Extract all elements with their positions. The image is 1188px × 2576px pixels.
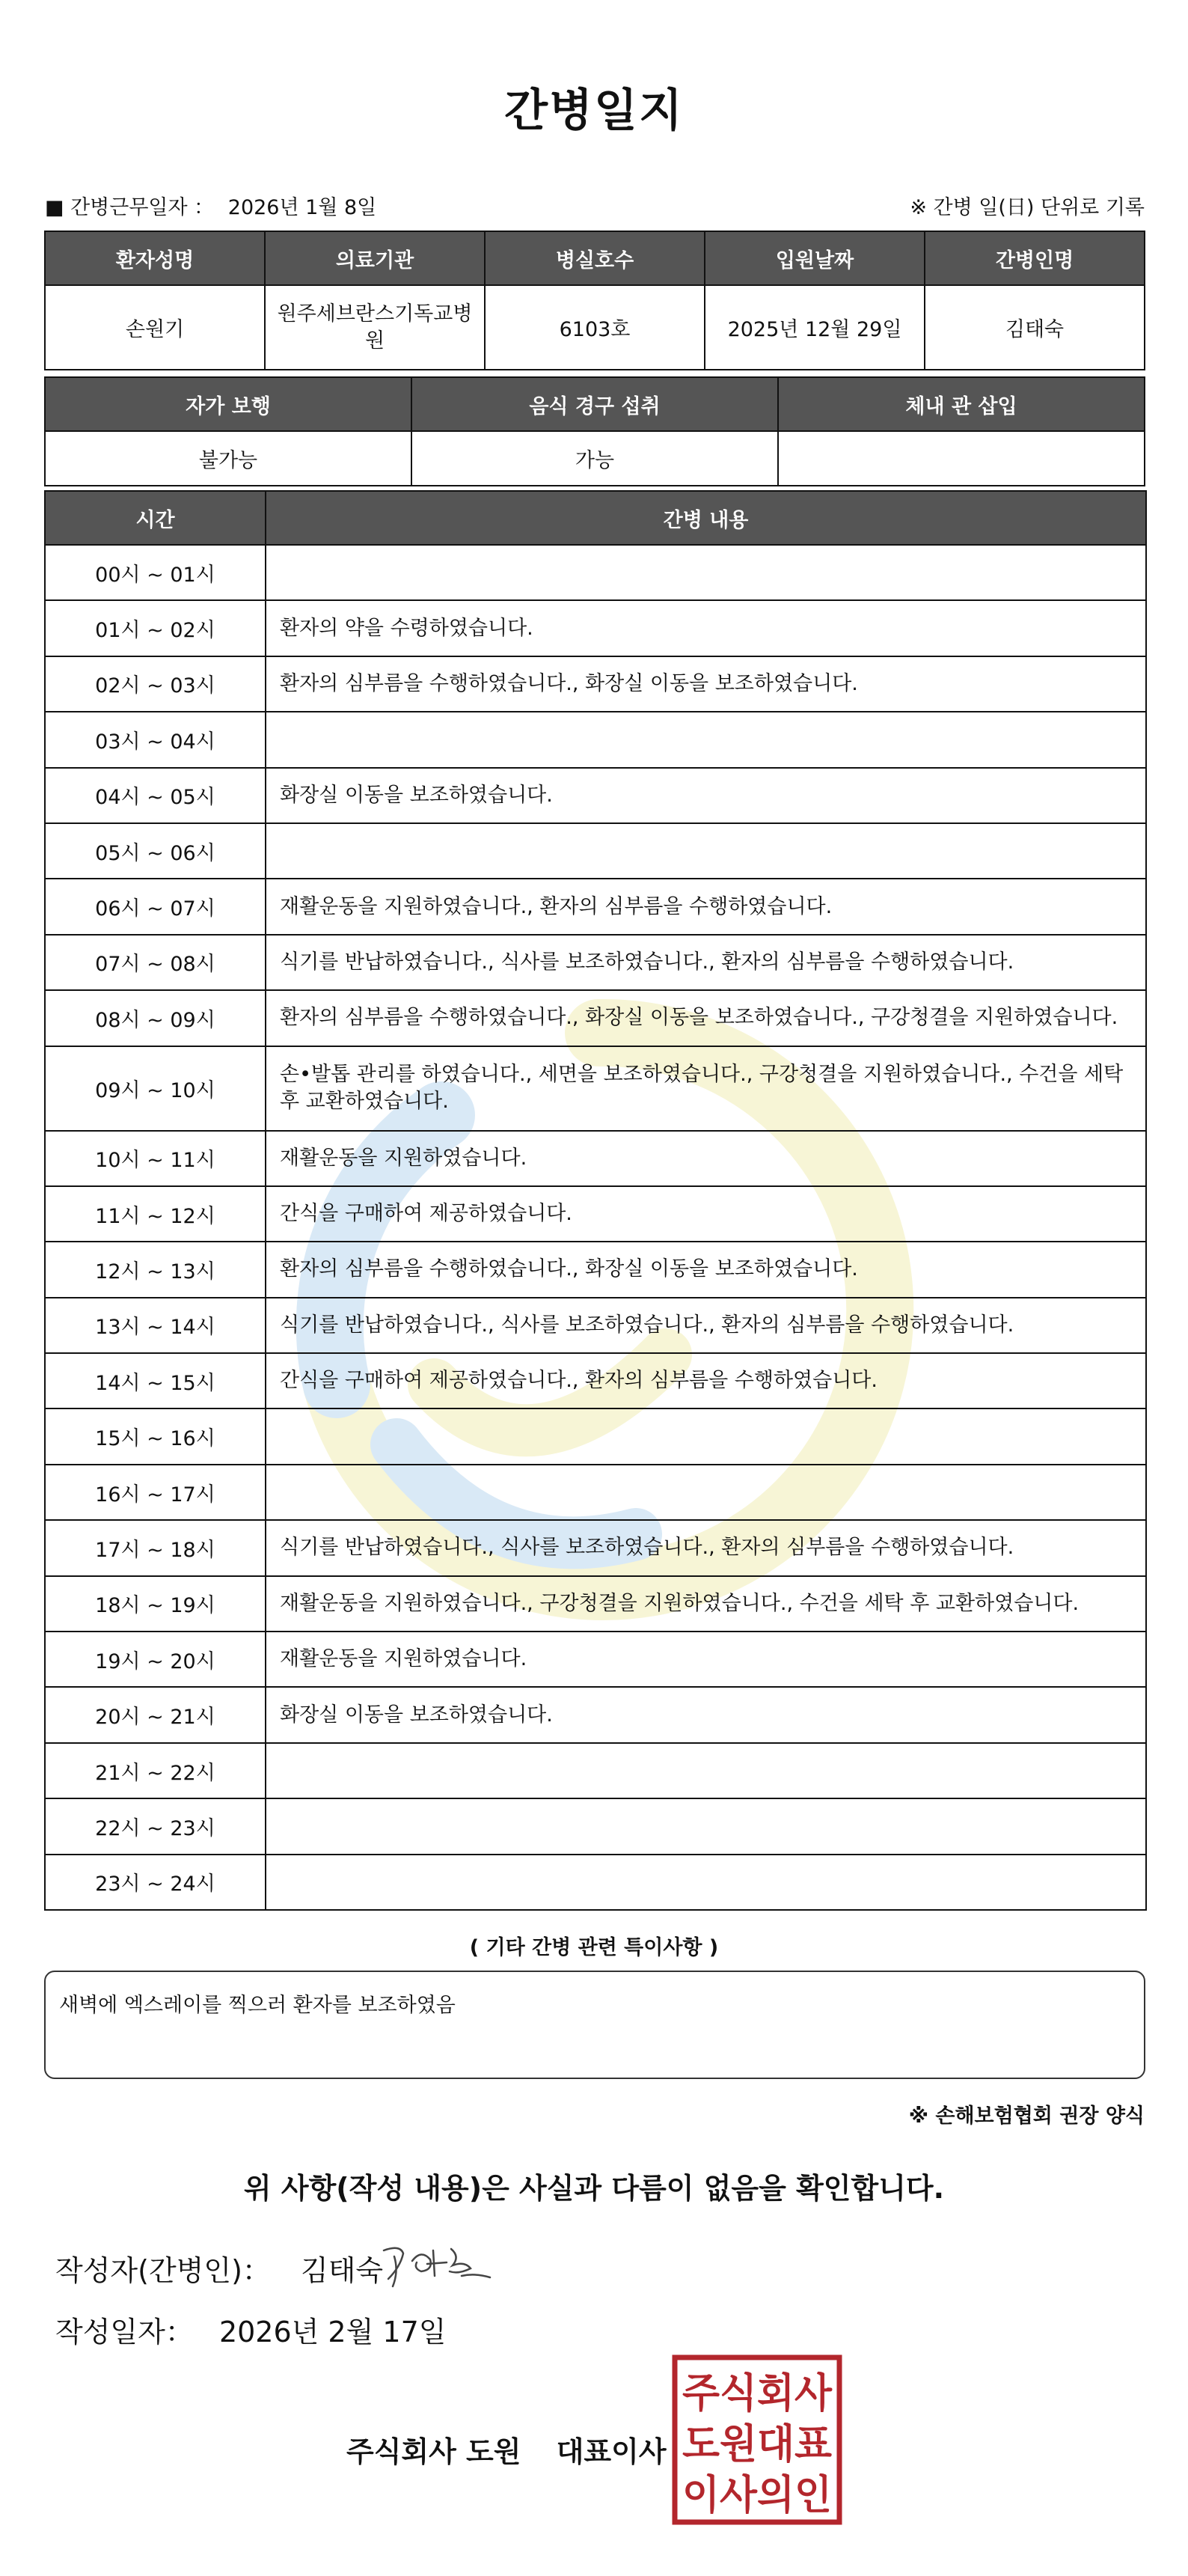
handwritten-signature-icon bbox=[378, 2234, 497, 2294]
company-name: 주식회사 도원 bbox=[346, 2435, 521, 2468]
log-time-cell: 17시 ~ 18시 bbox=[45, 1520, 266, 1575]
caregiver-name: 김태숙 bbox=[925, 285, 1145, 370]
log-time-cell: 23시 ~ 24시 bbox=[45, 1855, 266, 1910]
log-time-cell: 14시 ~ 15시 bbox=[45, 1353, 266, 1408]
company-seal-icon bbox=[672, 2354, 842, 2525]
table-row bbox=[45, 1298, 1146, 1353]
oral-intake-status: 가능 bbox=[411, 431, 778, 486]
table-row bbox=[45, 823, 1146, 879]
patient-name: 손원기 bbox=[45, 285, 265, 370]
log-time-cell: 09시 ~ 10시 bbox=[45, 1046, 266, 1131]
header-oral-intake: 음식 경구 섭취 bbox=[411, 377, 778, 431]
table-row bbox=[45, 1186, 1146, 1242]
header-tube-insertion: 체내 관 삽입 bbox=[778, 377, 1145, 431]
hospital-name: 원주세브란스기독교병원 bbox=[265, 285, 485, 370]
table-row bbox=[45, 656, 1146, 712]
table-row bbox=[45, 712, 1146, 767]
log-content-cell bbox=[266, 712, 1146, 767]
log-time-cell: 19시 ~ 20시 bbox=[45, 1632, 266, 1687]
table-row bbox=[45, 1798, 1146, 1854]
table-row bbox=[45, 1687, 1146, 1742]
work-date-label: ■ 간병근무일자 ： bbox=[45, 196, 215, 219]
table-row bbox=[45, 990, 1146, 1046]
write-date-line bbox=[55, 2309, 446, 2350]
log-content-cell: 식기를 반납하였습니다., 식사를 보조하였습니다., 환자의 심부름을 수행하였습니다. bbox=[266, 1520, 1146, 1575]
log-content-cell: 식기를 반납하였습니다., 식사를 보조하였습니다., 환자의 심부름을 수행하였습니다. bbox=[266, 1298, 1146, 1353]
hourly-care-log-table bbox=[44, 490, 1147, 1911]
table-row bbox=[45, 879, 1146, 934]
log-time-cell: 07시 ~ 08시 bbox=[45, 935, 266, 990]
log-header-row bbox=[45, 491, 1146, 545]
log-content-cell bbox=[266, 1743, 1146, 1798]
table-row bbox=[45, 1046, 1146, 1131]
log-time-cell: 02시 ~ 03시 bbox=[45, 656, 266, 712]
log-time-cell: 13시 ~ 14시 bbox=[45, 1298, 266, 1353]
log-time-cell: 01시 ~ 02시 bbox=[45, 600, 266, 656]
log-content-cell: 재활운동을 지원하였습니다., 구강청결을 지원하였습니다., 수건을 세탁 후 교환하였습니다. bbox=[266, 1576, 1146, 1632]
special-notes-box bbox=[44, 1971, 1145, 2079]
table-row bbox=[45, 600, 1146, 656]
tube-insertion-status bbox=[778, 431, 1145, 486]
write-date-label: 작성일자： bbox=[55, 2316, 194, 2348]
log-time-cell: 06시 ~ 07시 bbox=[45, 879, 266, 934]
table-row bbox=[45, 1576, 1146, 1632]
log-content-cell: 식기를 반납하였습니다., 식사를 보조하였습니다., 환자의 심부름을 수행하였습니다. bbox=[266, 935, 1146, 990]
table-row bbox=[45, 1242, 1146, 1297]
representative-title: 대표이사 bbox=[556, 2435, 667, 2468]
table-row bbox=[45, 1131, 1146, 1186]
page-title: 간병일지 bbox=[504, 85, 684, 137]
log-content-cell bbox=[266, 1855, 1146, 1910]
table-row bbox=[45, 1408, 1146, 1464]
special-notes-text: 새벽에 엑스레이를 찍으러 환자를 보조하였음 bbox=[59, 1994, 456, 2017]
log-content-cell: 환자의 심부름을 수행하였습니다., 화장실 이동을 보조하였습니다. bbox=[266, 1242, 1146, 1297]
log-content-cell: 화장실 이동을 보조하였습니다. bbox=[266, 1687, 1146, 1742]
log-time-cell: 03시 ~ 04시 bbox=[45, 712, 266, 767]
table-row bbox=[45, 935, 1146, 990]
table-row bbox=[45, 1743, 1146, 1798]
log-content-cell bbox=[266, 545, 1146, 600]
log-content-cell bbox=[266, 1798, 1146, 1854]
table-row bbox=[45, 545, 1146, 600]
log-time-cell: 21시 ~ 22시 bbox=[45, 1743, 266, 1798]
company-line bbox=[346, 2429, 667, 2470]
log-content-cell: 환자의 심부름을 수행하였습니다., 화장실 이동을 보조하였습니다. bbox=[266, 656, 1146, 712]
walking-status: 불가능 bbox=[45, 431, 411, 486]
status-header-row bbox=[45, 377, 1145, 431]
log-time-cell: 00시 ~ 01시 bbox=[45, 545, 266, 600]
patient-status-table bbox=[44, 376, 1145, 486]
log-content-cell: 재활운동을 지원하였습니다. bbox=[266, 1632, 1146, 1687]
log-content-cell: 간식을 구매하여 제공하였습니다. bbox=[266, 1186, 1146, 1242]
log-time-cell: 18시 ~ 19시 bbox=[45, 1576, 266, 1632]
admission-date: 2025년 12월 29일 bbox=[705, 285, 925, 370]
patient-info-table bbox=[44, 231, 1145, 370]
log-content-cell: 손•발톱 관리를 하였습니다., 세면을 보조하였습니다., 구강청결을 지원하였습니다., 수건을 세탁 후 교환하였습니다. bbox=[266, 1046, 1146, 1131]
log-content-cell bbox=[266, 1408, 1146, 1464]
info-header-row bbox=[45, 231, 1145, 285]
svg-text:주식회사: 주식회사 bbox=[682, 2369, 833, 2417]
log-time-cell: 11시 ~ 12시 bbox=[45, 1186, 266, 1242]
table-row bbox=[45, 768, 1146, 823]
header-admission-date: 입원날짜 bbox=[705, 231, 925, 285]
work-date-value: 2026년 1월 8일 bbox=[227, 196, 377, 219]
log-content-cell: 환자의 약을 수령하였습니다. bbox=[266, 600, 1146, 656]
log-time-cell: 12시 ~ 13시 bbox=[45, 1242, 266, 1297]
log-content-cell: 화장실 이동을 보조하였습니다. bbox=[266, 768, 1146, 823]
table-row bbox=[45, 1520, 1146, 1575]
log-time-cell: 16시 ~ 17시 bbox=[45, 1465, 266, 1520]
svg-text:이사의인: 이사의인 bbox=[682, 2471, 832, 2518]
form-recommendation-note: ※ 손해보험협회 권장 양식 bbox=[908, 2105, 1145, 2128]
header-hospital: 의료기관 bbox=[265, 231, 485, 285]
log-time-cell: 22시 ~ 23시 bbox=[45, 1798, 266, 1854]
status-value-row bbox=[45, 431, 1145, 486]
log-content-cell bbox=[266, 823, 1146, 879]
log-time-cell: 04시 ~ 05시 bbox=[45, 768, 266, 823]
log-time-cell: 20시 ~ 21시 bbox=[45, 1687, 266, 1742]
header-care-content: 간병 내용 bbox=[266, 491, 1146, 545]
writer-label: 작성자(간병인)： bbox=[55, 2254, 271, 2287]
header-walking: 자가 보행 bbox=[45, 377, 411, 431]
log-time-cell: 10시 ~ 11시 bbox=[45, 1131, 266, 1186]
writer-name: 김태숙 bbox=[301, 2254, 384, 2287]
log-content-cell: 재활운동을 지원하였습니다., 환자의 심부름을 수행하였습니다. bbox=[266, 879, 1146, 934]
confirmation-statement: 위 사항(작성 내용)은 사실과 다름이 없음을 확인합니다. bbox=[243, 2172, 945, 2205]
header-time: 시간 bbox=[45, 491, 266, 545]
log-content-cell: 재활운동을 지원하였습니다. bbox=[266, 1131, 1146, 1186]
write-date-value: 2026년 2월 17일 bbox=[218, 2316, 447, 2348]
log-time-cell: 05시 ~ 06시 bbox=[45, 823, 266, 879]
log-content-cell: 환자의 심부름을 수행하였습니다., 화장실 이동을 보조하였습니다., 구강청결을 지원하였습니다. bbox=[266, 990, 1146, 1046]
table-row bbox=[45, 1353, 1146, 1408]
log-time-cell: 15시 ~ 16시 bbox=[45, 1408, 266, 1464]
header-room-number: 병실호수 bbox=[485, 231, 705, 285]
header-patient-name: 환자성명 bbox=[45, 231, 265, 285]
info-value-row bbox=[45, 285, 1145, 370]
special-notes-title: ( 기타 간병 관련 특이사항 ) bbox=[469, 1936, 719, 1959]
header-caregiver-name: 간병인명 bbox=[925, 231, 1145, 285]
log-content-cell bbox=[266, 1465, 1146, 1520]
room-number: 6103호 bbox=[485, 285, 705, 370]
table-row bbox=[45, 1632, 1146, 1687]
table-row bbox=[45, 1465, 1146, 1520]
work-date bbox=[45, 191, 376, 220]
table-row bbox=[45, 1855, 1146, 1910]
log-time-cell: 08시 ~ 09시 bbox=[45, 990, 266, 1046]
svg-text:도원대표: 도원대표 bbox=[682, 2420, 832, 2467]
writer-line bbox=[55, 2247, 383, 2289]
log-content-cell: 간식을 구매하여 제공하였습니다., 환자의 심부름을 수행하였습니다. bbox=[266, 1353, 1146, 1408]
log-body bbox=[45, 545, 1146, 1910]
daily-record-note: ※ 간병 일(日) 단위로 기록 bbox=[910, 196, 1145, 219]
